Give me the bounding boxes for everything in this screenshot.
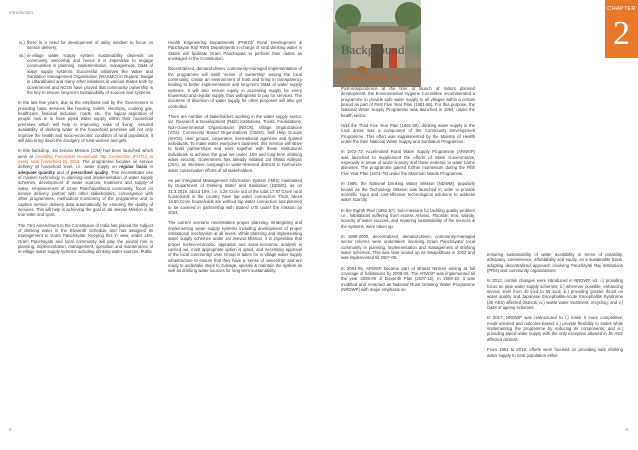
chapter-tab <box>605 0 638 58</box>
paragraph: In 1972-73, Accelerated Rural Water Supply Programme (ARWSP) was launched to supplement the efforts of State Governments, especially in areas of acute scarcity and those endemic to water borne diseases. The programme gained further momentum during the Fifth Five Year Plan (1974-79) under the Minimum Needs Programme. <box>341 149 475 176</box>
list-item: vi.) there is a need for development of utility mindset to focus on service delivery; <box>19 40 153 51</box>
paragraph: In the last few years, due to the emphasis laid by the Government in providing basic services like housing, toilets, electricity, cooking gas, healthcare, financial inclusion, roads, etc., the logical aspiration of people now is to have piped water supply within their household premises which will help in improving ‘ease of living’. Assured availability of drinking water in the household premises will not only improve the health and socio-economic condition of rural population, it will also bring down the drudgery of rural women and girls. <box>18 100 153 143</box>
paragraph: The 73rd Amendment to the Constitution of India has placed the subject of drinking water in the Eleventh Schedule and has assigned its management to Gram Panchayats. Keeping this in view, under JJM, Gram Panchayats and local community will play the pivotal role in planning, implementation, management, operation and maintenance of in-village water supply systems including drinking water sources. Public <box>18 222 153 255</box>
list-item: vii.)in-village water supply system sustainability depends on community ownership and hence it is imperative to engage communities in planning, implementation, management, O&M of water supply systems. Successful initiatives like Water and Sanitation Management Organisation (WASMO) in Gujarat, Swajal in Uttarakhand and many other initiatives in various States both by Government and NGOs have proved that community ownership is the key to ensure long-term sustainability of sources and systems. <box>19 52 153 96</box>
page-number: 9 <box>625 427 628 432</box>
paragraph: ensuring sustainability of water availability in terms of potability, adequacy, convenience, affordability and equity, on a sustainable basis, adopting decentralized approach involving Panchayati Raj Institutions (PRIs) and community organizations. <box>487 252 623 274</box>
paragraph: Health Engineering Departments (PHED)/ Rural Development & Panchayati Raj/ RWS Departments in-charge of rural drinking water in States will facilitate Gram Panchayats to perform their duties as envisaged in the Constitution. <box>168 40 302 62</box>
chapter-label: CHAPTER <box>607 6 636 12</box>
right-page <box>319 0 638 450</box>
paragraph: In 2004-05, ARWSP became part of Bharat Nirman aiming at full coverage of habitations by 2008-09. The ARWSP was implemented till the year 2008-09 of Eleventh Plan (2007-12). In 2009-10, it was modified and renamed as National Rural Drinking Water Programme (NRDWP) with major emphasis on <box>341 265 475 292</box>
chapter-number: 2 <box>613 15 630 52</box>
left-column-2 <box>168 40 302 279</box>
paragraph: As per integrated Management Information System (IMIS) maintained by Department of Drinking Water and Sanitation (DDWS), as on 31.3.2019, about 18%, i.e. 3.28 Crore out of the total 17.87 Crore rural households in the country have tap water connection. Thus, about 14.60 Crore households are without tap water connection and planned to be covered in partnership with States/ UTs under the mission by 2024. <box>168 177 302 215</box>
paragraph: In 1999-2000, decentralized, demand-driven, community-managed sector reforms were undertaken involving Gram Panchayats/ local community in planning, implementation and management of drinking water schemes. This was later scaled up as Swajaldhara in 2002 and was implemented till 2007-08. <box>341 233 475 261</box>
paragraph: In 2013, certain changes were introduced in NRDWP, viz. i.) providing focus on pipe water supply schemes; ii.) wherever possible, enhancing service level from 40 lpcd to 55 lpcd; iii.) providing greater thrust on water quality and Japanese Encephalitis-Acute Encephalitis Syndrome (JE-AES) affected districts; iv.) waste water treatment, recycling; and v.) O&M of ageing schemes. <box>487 278 623 311</box>
left-column-1 <box>18 40 153 260</box>
paragraph: Decentralized, demand-driven, community-managed implementation of the programme will instill ‘sense of ownership’ among the local community, create an environment of trust and bring in transparency leading to better implementation and long-term O&M of water supply systems. It will also ensure equity in accessing supply for every household and regular supply, thus willingness to pay for services. The incidents of diversion of water supply for other purposes will also get controlled. <box>168 66 302 109</box>
paragraph: In 1986, the National Drinking Water Mission (NDWM), popularly known as the Technology Mission was launched in order to provide scientific input and cost-effective technological solutions to address water scarcity. <box>341 181 475 203</box>
right-column-1 <box>341 86 475 297</box>
paragraph: Post-independence at the time of launch of India’s planned development, the Environmental Hygiene Committee recommended a programme to provide safe water supply to all villages within a certain period as part of First Five Year Plan (1951-56). For this purpose, the National Water Supply Programme was launched in 1954, under the health sector. <box>341 86 475 118</box>
right-column-2 <box>487 252 623 363</box>
paragraph: The current scenario necessitates proper planning, strategizing and implementing water supply systems including development of proper institutional mechanism at all levels. While planning and implementing water supply schemes under Jal Jeevan Mission, it is imperative that proper techno-economic appraisal and socio-economic analysis is carried out, most appropriate option is opted, and necessary approval of the local community/ User Group is taken for in-village water supply infrastructure to ensure that they have a ‘sense of ownership’ and are ready to undertake steps to manage, operate & maintain the system as well as drinking water sources for long-term sustainability. <box>168 220 302 274</box>
page-number: 8 <box>9 427 12 432</box>
paragraph: In 2017, NRDWP was restructured to i.) make it more competitive, result-oriented and outcome-based; ii.) provide flexibility to states while implementing the programme by reducing its components; and iii.) providing piped water supply with the only exception allowed in JE-AES affected districts. <box>487 315 623 342</box>
running-head: Introduction <box>9 10 34 15</box>
bullet-list <box>18 40 153 95</box>
paragraph: There are number of stakeholders working in the water supply sector, viz. Research & Development (R&D) institutions, Trusts, Foundations, Non-Governmental Organizations (NGOs), Village Organizations (VOs), Community Based Organizations (CBOs), Self Help Groups (SHGs), user groups, corporates, international agencies and spirited individuals. To make water everyone’s business, this mission will strive to build partnerships and work together with these institutions/ individuals to achieve the goal set under JJM and long-term drinking water security. Government has already initiated Jal Shakti Abhiyan (JSA), an intensive campaign in water-stressed districts to harmonize water conservation efforts of all stakeholders. <box>168 114 302 173</box>
section-subhead: 2.1 Historical perspective <box>341 75 399 81</box>
paragraph: Until the Third Five Year Plan (1961-66), drinking water supply in the rural areas was a component of the Community Development Programme. This effort was supplemented by the Ministry of Health under the then National Water Supply and Sanitation Programme. <box>341 123 475 145</box>
paragraph: From 1951 to 2019, efforts were focused on providing safe drinking water supply to rural population either <box>487 347 623 358</box>
paragraph: In this backdrop, Jal Jeevan Mission (JJM) has been launched which aims at providing Functional Household Tap Connection (FHTC) to every rural household by 2024. The programme focuses on service delivery at household level, i.e. water supply on regular basis in adequate quantity and of prescribed quality. This necessitates use of modern technology in planning and implementation of water supply schemes, development of water sources, treatment and supply of water, empowerment of Gram Panchayat/local community, focus on service delivery, partner with other stakeholders, convergence with other programmes, methodical monitoring of the programme and to capture service delivery data automatically for ensuring the quality of services. This will help in achieving the goal of Jal Jeevan Mission in its true letter and spirit. <box>18 148 154 218</box>
section-title: Background <box>341 42 405 57</box>
paragraph: In the Eighth Plan (1992-97), Sub-missions for tackling quality problem i.e., habitations suffering from excess Arsenic, Fluoride, Iron, salinity, scarcity of water sources, and repairing sustainability of the sources & the systems, were taken up. <box>341 207 475 229</box>
highlight-text: providing Functional Household Tap Connection (FHTC) to every rural household by 2024. <box>18 153 153 164</box>
